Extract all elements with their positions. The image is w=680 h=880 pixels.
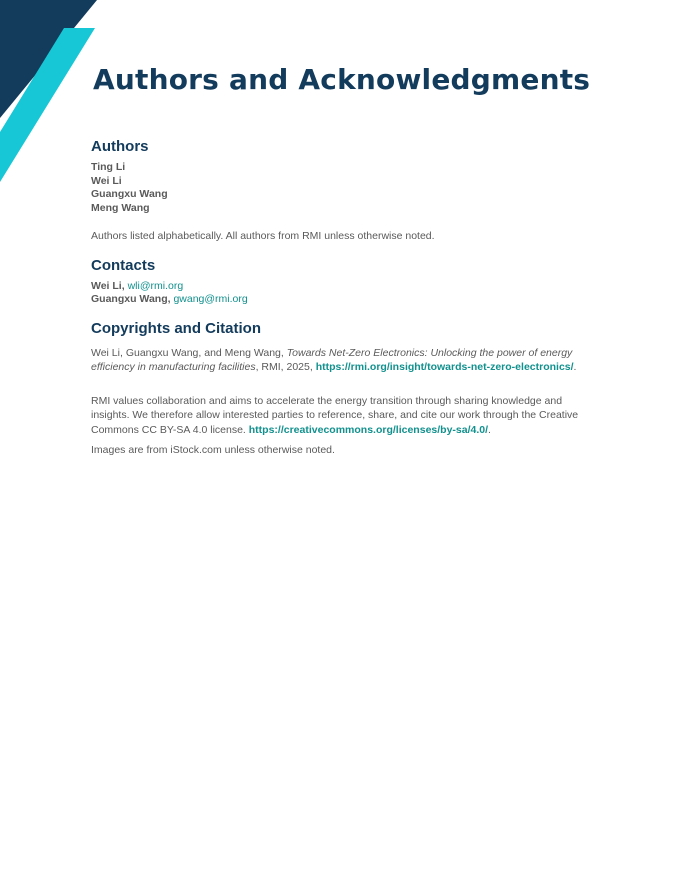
license-statement: RMI values collaboration and aims to accelerate the energy transition through sharing knowledge and insights. We therefore allow interested parties to reference, share, and cite our work through the Creative Commons CC BY-SA 4.0 license. <box>91 394 579 436</box>
authors-note: Authors listed alphabetically. All authors from RMI unless otherwise noted. <box>91 230 435 242</box>
license-text <box>91 394 591 438</box>
contact-email-link[interactable]: wli@rmi.org <box>127 279 184 292</box>
license-url-link[interactable]: https://creativecommons.org/licenses/by-sa/4.0/ <box>248 423 489 436</box>
license-end: . <box>488 423 491 436</box>
author-name: Guangxu Wang <box>91 188 168 200</box>
copyright-heading: Copyrights and Citation <box>91 319 261 337</box>
citation-end: . <box>573 361 577 373</box>
images-note: Images are from iStock.com unless otherwise noted. <box>91 444 335 456</box>
author-name: Ting Li <box>91 161 126 173</box>
copyright-section <box>91 319 591 458</box>
author-name: Wei Li <box>91 174 122 187</box>
citation-url-link[interactable]: https://rmi.org/insight/towards-net-zero-electronics/ <box>315 361 574 373</box>
contacts-section <box>91 256 591 307</box>
citation-text <box>91 346 591 375</box>
contacts-heading: Contacts <box>91 256 156 274</box>
contact-item <box>91 293 591 307</box>
contact-email-link[interactable]: gwang@rmi.org <box>173 293 248 305</box>
authors-heading: Authors <box>91 138 149 155</box>
content-body <box>91 137 591 458</box>
authors-section <box>91 137 591 244</box>
citation-title: Towards Net-Zero Electronics: Unlocking the power of energy efficiency in manufacturing facilities <box>91 346 573 373</box>
contact-item <box>91 280 591 294</box>
contact-name: Wei Li, <box>91 279 125 292</box>
author-list <box>91 161 591 215</box>
author-name: Meng Wang <box>91 201 150 214</box>
page-title: Authors and Acknowledgments <box>93 63 591 96</box>
citation-publisher: , RMI, 2025, <box>255 361 316 373</box>
contact-name: Guangxu Wang, <box>91 293 171 305</box>
citation-authors: Wei Li, Guangxu Wang, and Meng Wang, <box>91 346 287 359</box>
contact-list <box>91 280 591 307</box>
